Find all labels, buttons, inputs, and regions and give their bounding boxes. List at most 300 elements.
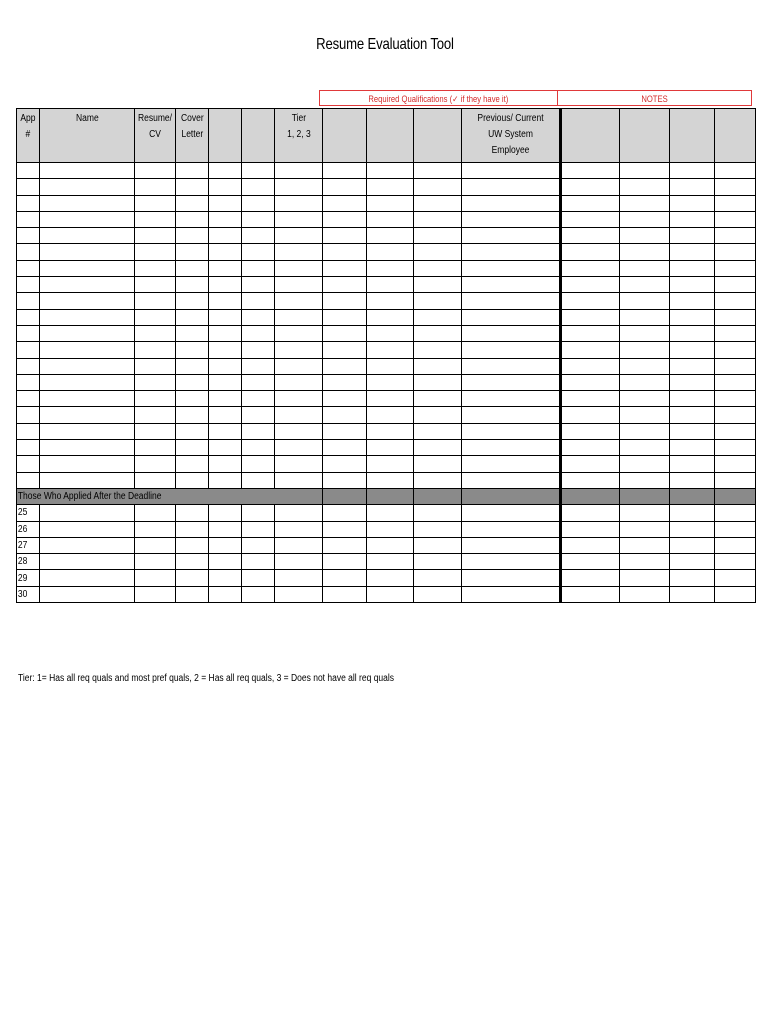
entry-cell[interactable]	[414, 260, 462, 276]
entry-cell[interactable]	[367, 374, 414, 390]
entry-cell[interactable]	[561, 244, 620, 260]
entry-cell[interactable]	[135, 277, 176, 293]
entry-cell[interactable]	[323, 505, 367, 521]
entry-cell[interactable]	[670, 505, 715, 521]
entry-cell[interactable]	[462, 472, 561, 488]
entry-cell[interactable]	[40, 456, 135, 472]
entry-cell[interactable]	[135, 472, 176, 488]
entry-cell[interactable]	[414, 570, 462, 586]
entry-cell[interactable]	[40, 277, 135, 293]
entry-cell[interactable]	[176, 586, 209, 602]
entry-cell[interactable]	[242, 407, 275, 423]
entry-cell[interactable]	[242, 211, 275, 227]
entry-cell[interactable]	[323, 586, 367, 602]
entry-cell[interactable]	[715, 521, 756, 537]
entry-cell[interactable]	[242, 325, 275, 341]
entry-cell[interactable]	[620, 195, 670, 211]
entry-cell[interactable]	[209, 537, 242, 553]
app-number-cell[interactable]	[17, 456, 40, 472]
entry-cell[interactable]	[209, 456, 242, 472]
entry-cell[interactable]	[176, 293, 209, 309]
entry-cell[interactable]	[561, 325, 620, 341]
entry-cell[interactable]	[620, 211, 670, 227]
entry-cell[interactable]	[275, 228, 323, 244]
app-number-cell[interactable]	[17, 358, 40, 374]
entry-cell[interactable]	[40, 407, 135, 423]
entry-cell[interactable]	[414, 195, 462, 211]
entry-cell[interactable]	[561, 293, 620, 309]
entry-cell[interactable]	[275, 537, 323, 553]
entry-cell[interactable]	[242, 163, 275, 179]
entry-cell[interactable]	[176, 277, 209, 293]
entry-cell[interactable]	[242, 260, 275, 276]
entry-cell[interactable]	[670, 472, 715, 488]
entry-cell[interactable]	[670, 391, 715, 407]
entry-cell[interactable]	[242, 586, 275, 602]
app-number-cell[interactable]	[17, 195, 40, 211]
entry-cell[interactable]	[670, 325, 715, 341]
entry-cell[interactable]	[414, 505, 462, 521]
entry-cell[interactable]	[242, 472, 275, 488]
entry-cell[interactable]	[367, 195, 414, 211]
entry-cell[interactable]	[323, 537, 367, 553]
entry-cell[interactable]	[40, 179, 135, 195]
entry-cell[interactable]	[275, 554, 323, 570]
entry-cell[interactable]	[414, 537, 462, 553]
entry-cell[interactable]	[620, 163, 670, 179]
app-number-cell[interactable]	[17, 586, 40, 602]
entry-cell[interactable]	[323, 440, 367, 456]
entry-cell[interactable]	[715, 570, 756, 586]
entry-cell[interactable]	[209, 163, 242, 179]
entry-cell[interactable]	[275, 309, 323, 325]
entry-cell[interactable]	[135, 554, 176, 570]
entry-cell[interactable]	[135, 586, 176, 602]
entry-cell[interactable]	[323, 309, 367, 325]
entry-cell[interactable]	[176, 342, 209, 358]
entry-cell[interactable]	[561, 570, 620, 586]
app-number-cell[interactable]	[17, 211, 40, 227]
app-number-cell[interactable]	[17, 407, 40, 423]
entry-cell[interactable]	[715, 554, 756, 570]
entry-cell[interactable]	[275, 570, 323, 586]
entry-cell[interactable]	[620, 407, 670, 423]
entry-cell[interactable]	[323, 179, 367, 195]
entry-cell[interactable]	[242, 342, 275, 358]
entry-cell[interactable]	[323, 391, 367, 407]
entry-cell[interactable]	[209, 586, 242, 602]
entry-cell[interactable]	[462, 179, 561, 195]
entry-cell[interactable]	[176, 456, 209, 472]
entry-cell[interactable]	[620, 325, 670, 341]
app-number-cell[interactable]	[17, 342, 40, 358]
entry-cell[interactable]	[209, 472, 242, 488]
entry-cell[interactable]	[561, 472, 620, 488]
entry-cell[interactable]	[561, 374, 620, 390]
app-number-cell[interactable]	[17, 423, 40, 439]
entry-cell[interactable]	[620, 342, 670, 358]
entry-cell[interactable]	[275, 440, 323, 456]
entry-cell[interactable]	[620, 586, 670, 602]
entry-cell[interactable]	[176, 163, 209, 179]
entry-cell[interactable]	[462, 293, 561, 309]
entry-cell[interactable]	[323, 521, 367, 537]
entry-cell[interactable]	[715, 195, 756, 211]
entry-cell[interactable]	[561, 211, 620, 227]
entry-cell[interactable]	[275, 358, 323, 374]
entry-cell[interactable]	[620, 537, 670, 553]
entry-cell[interactable]	[620, 423, 670, 439]
app-number-cell[interactable]	[17, 440, 40, 456]
entry-cell[interactable]	[176, 407, 209, 423]
entry-cell[interactable]	[670, 440, 715, 456]
entry-cell[interactable]	[414, 456, 462, 472]
entry-cell[interactable]	[323, 325, 367, 341]
entry-cell[interactable]	[462, 554, 561, 570]
entry-cell[interactable]	[561, 163, 620, 179]
entry-cell[interactable]	[323, 358, 367, 374]
entry-cell[interactable]	[209, 407, 242, 423]
entry-cell[interactable]	[209, 244, 242, 260]
entry-cell[interactable]	[670, 309, 715, 325]
entry-cell[interactable]	[462, 391, 561, 407]
entry-cell[interactable]	[367, 228, 414, 244]
entry-cell[interactable]	[209, 211, 242, 227]
entry-cell[interactable]	[367, 440, 414, 456]
entry-cell[interactable]	[670, 521, 715, 537]
entry-cell[interactable]	[670, 586, 715, 602]
entry-cell[interactable]	[414, 440, 462, 456]
entry-cell[interactable]	[715, 277, 756, 293]
entry-cell[interactable]	[715, 358, 756, 374]
entry-cell[interactable]	[176, 374, 209, 390]
entry-cell[interactable]	[620, 521, 670, 537]
entry-cell[interactable]	[620, 309, 670, 325]
entry-cell[interactable]	[620, 358, 670, 374]
entry-cell[interactable]	[275, 244, 323, 260]
entry-cell[interactable]	[715, 440, 756, 456]
entry-cell[interactable]	[209, 505, 242, 521]
entry-cell[interactable]	[367, 342, 414, 358]
entry-cell[interactable]	[242, 554, 275, 570]
entry-cell[interactable]	[242, 244, 275, 260]
entry-cell[interactable]	[367, 570, 414, 586]
entry-cell[interactable]	[275, 505, 323, 521]
entry-cell[interactable]	[209, 293, 242, 309]
entry-cell[interactable]	[135, 440, 176, 456]
entry-cell[interactable]	[414, 244, 462, 260]
app-number-cell[interactable]	[17, 163, 40, 179]
entry-cell[interactable]	[715, 342, 756, 358]
entry-cell[interactable]	[323, 407, 367, 423]
entry-cell[interactable]	[367, 211, 414, 227]
entry-cell[interactable]	[135, 407, 176, 423]
entry-cell[interactable]	[323, 244, 367, 260]
entry-cell[interactable]	[620, 228, 670, 244]
entry-cell[interactable]	[715, 163, 756, 179]
entry-cell[interactable]	[620, 374, 670, 390]
entry-cell[interactable]	[367, 456, 414, 472]
entry-cell[interactable]	[275, 374, 323, 390]
entry-cell[interactable]	[176, 423, 209, 439]
entry-cell[interactable]	[40, 391, 135, 407]
entry-cell[interactable]	[715, 211, 756, 227]
entry-cell[interactable]	[561, 521, 620, 537]
entry-cell[interactable]	[462, 277, 561, 293]
entry-cell[interactable]	[414, 407, 462, 423]
entry-cell[interactable]	[275, 407, 323, 423]
entry-cell[interactable]	[414, 423, 462, 439]
entry-cell[interactable]	[462, 374, 561, 390]
entry-cell[interactable]	[462, 586, 561, 602]
entry-cell[interactable]	[715, 325, 756, 341]
entry-cell[interactable]	[275, 195, 323, 211]
app-number-cell[interactable]	[17, 244, 40, 260]
entry-cell[interactable]	[209, 195, 242, 211]
entry-cell[interactable]	[561, 537, 620, 553]
entry-cell[interactable]	[275, 472, 323, 488]
entry-cell[interactable]	[715, 407, 756, 423]
entry-cell[interactable]	[275, 260, 323, 276]
entry-cell[interactable]	[715, 228, 756, 244]
entry-cell[interactable]	[670, 407, 715, 423]
entry-cell[interactable]	[462, 505, 561, 521]
entry-cell[interactable]	[40, 244, 135, 260]
entry-cell[interactable]	[715, 537, 756, 553]
entry-cell[interactable]	[670, 195, 715, 211]
entry-cell[interactable]	[176, 309, 209, 325]
entry-cell[interactable]	[561, 228, 620, 244]
entry-cell[interactable]	[414, 521, 462, 537]
entry-cell[interactable]	[40, 505, 135, 521]
entry-cell[interactable]	[620, 570, 670, 586]
entry-cell[interactable]	[414, 309, 462, 325]
entry-cell[interactable]	[242, 423, 275, 439]
entry-cell[interactable]	[670, 570, 715, 586]
entry-cell[interactable]	[242, 505, 275, 521]
entry-cell[interactable]	[40, 423, 135, 439]
entry-cell[interactable]	[209, 260, 242, 276]
entry-cell[interactable]	[209, 277, 242, 293]
app-number-cell[interactable]	[17, 260, 40, 276]
entry-cell[interactable]	[323, 163, 367, 179]
entry-cell[interactable]	[40, 374, 135, 390]
entry-cell[interactable]	[242, 374, 275, 390]
app-number-cell[interactable]	[17, 570, 40, 586]
entry-cell[interactable]	[715, 374, 756, 390]
entry-cell[interactable]	[176, 228, 209, 244]
entry-cell[interactable]	[176, 244, 209, 260]
app-number-cell[interactable]	[17, 277, 40, 293]
entry-cell[interactable]	[135, 505, 176, 521]
entry-cell[interactable]	[40, 521, 135, 537]
entry-cell[interactable]	[176, 391, 209, 407]
entry-cell[interactable]	[620, 440, 670, 456]
entry-cell[interactable]	[242, 456, 275, 472]
entry-cell[interactable]	[561, 342, 620, 358]
entry-cell[interactable]	[135, 163, 176, 179]
entry-cell[interactable]	[323, 456, 367, 472]
entry-cell[interactable]	[620, 277, 670, 293]
entry-cell[interactable]	[670, 554, 715, 570]
entry-cell[interactable]	[620, 260, 670, 276]
entry-cell[interactable]	[462, 407, 561, 423]
entry-cell[interactable]	[40, 260, 135, 276]
entry-cell[interactable]	[275, 163, 323, 179]
entry-cell[interactable]	[323, 228, 367, 244]
entry-cell[interactable]	[462, 521, 561, 537]
app-number-cell[interactable]	[17, 374, 40, 390]
entry-cell[interactable]	[414, 179, 462, 195]
entry-cell[interactable]	[135, 260, 176, 276]
entry-cell[interactable]	[462, 570, 561, 586]
entry-cell[interactable]	[367, 391, 414, 407]
entry-cell[interactable]	[367, 309, 414, 325]
entry-cell[interactable]	[323, 342, 367, 358]
entry-cell[interactable]	[323, 277, 367, 293]
entry-cell[interactable]	[242, 195, 275, 211]
app-number-cell[interactable]	[17, 228, 40, 244]
entry-cell[interactable]	[323, 260, 367, 276]
entry-cell[interactable]	[414, 358, 462, 374]
entry-cell[interactable]	[620, 505, 670, 521]
entry-cell[interactable]	[275, 391, 323, 407]
app-number-cell[interactable]	[17, 554, 40, 570]
entry-cell[interactable]	[135, 325, 176, 341]
entry-cell[interactable]	[135, 211, 176, 227]
entry-cell[interactable]	[209, 374, 242, 390]
app-number-cell[interactable]	[17, 309, 40, 325]
entry-cell[interactable]	[414, 391, 462, 407]
entry-cell[interactable]	[367, 358, 414, 374]
entry-cell[interactable]	[209, 391, 242, 407]
entry-cell[interactable]	[670, 374, 715, 390]
entry-cell[interactable]	[462, 211, 561, 227]
entry-cell[interactable]	[242, 521, 275, 537]
app-number-cell[interactable]	[17, 293, 40, 309]
entry-cell[interactable]	[367, 293, 414, 309]
entry-cell[interactable]	[367, 554, 414, 570]
entry-cell[interactable]	[275, 456, 323, 472]
entry-cell[interactable]	[620, 456, 670, 472]
entry-cell[interactable]	[561, 260, 620, 276]
entry-cell[interactable]	[242, 309, 275, 325]
entry-cell[interactable]	[40, 293, 135, 309]
entry-cell[interactable]	[323, 554, 367, 570]
entry-cell[interactable]	[176, 554, 209, 570]
entry-cell[interactable]	[135, 537, 176, 553]
entry-cell[interactable]	[275, 521, 323, 537]
entry-cell[interactable]	[462, 163, 561, 179]
entry-cell[interactable]	[715, 505, 756, 521]
entry-cell[interactable]	[414, 374, 462, 390]
entry-cell[interactable]	[323, 374, 367, 390]
entry-cell[interactable]	[242, 358, 275, 374]
entry-cell[interactable]	[414, 163, 462, 179]
app-number-cell[interactable]	[17, 472, 40, 488]
app-number-cell[interactable]	[17, 179, 40, 195]
entry-cell[interactable]	[561, 505, 620, 521]
entry-cell[interactable]	[40, 586, 135, 602]
entry-cell[interactable]	[561, 277, 620, 293]
entry-cell[interactable]	[462, 537, 561, 553]
app-number-cell[interactable]	[17, 505, 40, 521]
entry-cell[interactable]	[176, 472, 209, 488]
entry-cell[interactable]	[242, 293, 275, 309]
entry-cell[interactable]	[275, 179, 323, 195]
entry-cell[interactable]	[275, 342, 323, 358]
entry-cell[interactable]	[670, 423, 715, 439]
entry-cell[interactable]	[670, 163, 715, 179]
entry-cell[interactable]	[242, 391, 275, 407]
entry-cell[interactable]	[209, 570, 242, 586]
entry-cell[interactable]	[135, 358, 176, 374]
entry-cell[interactable]	[715, 472, 756, 488]
entry-cell[interactable]	[367, 521, 414, 537]
entry-cell[interactable]	[561, 554, 620, 570]
entry-cell[interactable]	[176, 260, 209, 276]
entry-cell[interactable]	[462, 195, 561, 211]
entry-cell[interactable]	[462, 260, 561, 276]
entry-cell[interactable]	[561, 358, 620, 374]
entry-cell[interactable]	[323, 293, 367, 309]
entry-cell[interactable]	[367, 179, 414, 195]
entry-cell[interactable]	[670, 244, 715, 260]
entry-cell[interactable]	[40, 570, 135, 586]
entry-cell[interactable]	[209, 325, 242, 341]
entry-cell[interactable]	[462, 228, 561, 244]
entry-cell[interactable]	[715, 309, 756, 325]
entry-cell[interactable]	[135, 570, 176, 586]
entry-cell[interactable]	[367, 586, 414, 602]
entry-cell[interactable]	[670, 260, 715, 276]
entry-cell[interactable]	[670, 211, 715, 227]
entry-cell[interactable]	[620, 293, 670, 309]
entry-cell[interactable]	[242, 179, 275, 195]
entry-cell[interactable]	[176, 358, 209, 374]
entry-cell[interactable]	[367, 472, 414, 488]
entry-cell[interactable]	[670, 293, 715, 309]
entry-cell[interactable]	[209, 342, 242, 358]
entry-cell[interactable]	[462, 244, 561, 260]
entry-cell[interactable]	[275, 423, 323, 439]
entry-cell[interactable]	[209, 358, 242, 374]
entry-cell[interactable]	[176, 211, 209, 227]
entry-cell[interactable]	[561, 309, 620, 325]
entry-cell[interactable]	[414, 472, 462, 488]
entry-cell[interactable]	[367, 423, 414, 439]
entry-cell[interactable]	[176, 505, 209, 521]
entry-cell[interactable]	[275, 586, 323, 602]
entry-cell[interactable]	[462, 309, 561, 325]
entry-cell[interactable]	[275, 277, 323, 293]
entry-cell[interactable]	[209, 521, 242, 537]
entry-cell[interactable]	[620, 391, 670, 407]
entry-cell[interactable]	[135, 391, 176, 407]
entry-cell[interactable]	[670, 277, 715, 293]
entry-cell[interactable]	[670, 179, 715, 195]
entry-cell[interactable]	[40, 325, 135, 341]
entry-cell[interactable]	[414, 342, 462, 358]
entry-cell[interactable]	[176, 570, 209, 586]
entry-cell[interactable]	[209, 423, 242, 439]
entry-cell[interactable]	[40, 228, 135, 244]
entry-cell[interactable]	[715, 586, 756, 602]
entry-cell[interactable]	[40, 342, 135, 358]
entry-cell[interactable]	[715, 179, 756, 195]
entry-cell[interactable]	[275, 211, 323, 227]
entry-cell[interactable]	[242, 440, 275, 456]
